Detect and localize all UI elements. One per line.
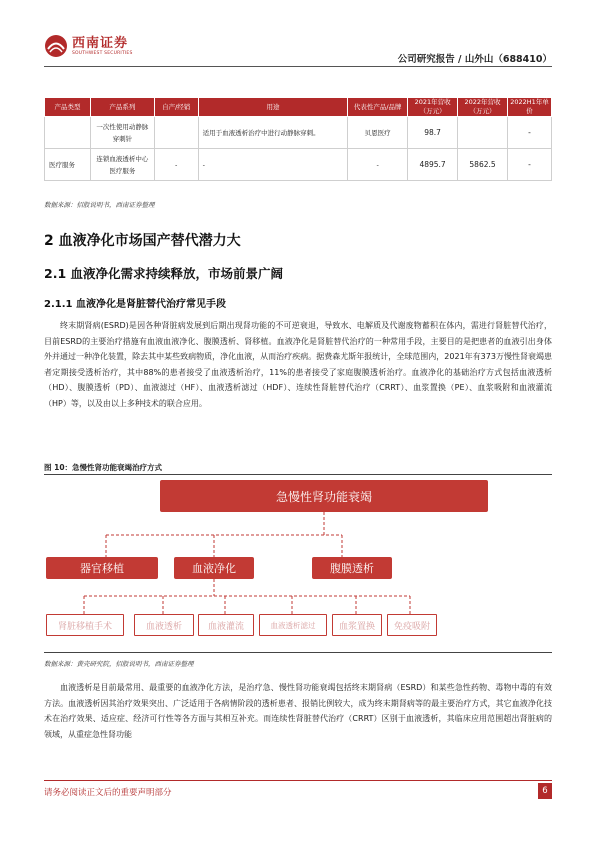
table-cell: 适用于血液透析治疗中进行动静脉穿刺。	[198, 117, 348, 149]
table-cell: -	[508, 117, 552, 149]
table-header-cell: 产品类型	[45, 98, 91, 117]
table-header-cell: 自产/经销	[154, 98, 198, 117]
diagram-node-organ-transplant: 器官移植	[46, 557, 158, 579]
table-cell: 贝恩医疗	[348, 117, 408, 149]
table-header-cell: 2021年营收（万元）	[408, 98, 458, 117]
footer-disclaimer: 请务必阅读正文后的重要声明部分	[44, 788, 172, 798]
table-header-cell: 用途	[198, 98, 348, 117]
table-cell: 连锁血液透析中心医疗服务	[90, 149, 154, 181]
logo-english-name: SOUTHWEST SECURITIES	[72, 50, 133, 56]
figure-bottom-rule	[44, 652, 552, 653]
section-heading-3: 2.1.1 血液净化是肾脏替代治疗常见手段	[44, 299, 226, 310]
diagram-node-peritoneal-dialysis: 腹膜透析	[312, 557, 392, 579]
diagram-leaf-hemoperfusion: 血液灌流	[198, 614, 254, 636]
diagram-leaf-hemodiafiltration: 血液透析滤过	[259, 614, 327, 636]
diagram-leaf-plasma-exchange: 血浆置换	[332, 614, 382, 636]
table-cell: 5862.5	[458, 149, 508, 181]
table-cell: -	[348, 149, 408, 181]
table-cell: 医疗服务	[45, 149, 91, 181]
table-header-cell: 产品系列	[90, 98, 154, 117]
page-number: 6	[538, 783, 552, 799]
table-header-cell: 2022H1年单价	[508, 98, 552, 117]
figure-source-note: 数据来源：黄壳研究院，招股说明书，西南证券整理	[44, 660, 194, 668]
body-paragraph: 终末期肾病(ESRD)是因各种肾脏病发展到后期出现肾功能的不可逆衰退，导致水、电解质及代谢废物蓄积在体内，需进行肾脏替代治疗，目前ESRD的主要治疗措施有血液血液净化、腹膜透析、肾移植。血液净化是肾脏替代治疗的一种常用手段，主要目的是把患者的血液引出身体外并通过一种净化装置，除去其中某些致病物质，净化血液，从而治疗疾病。据费森尤斯年报统计，全球范围内，2021年有373万慢性肾衰竭患者定期接受透析治疗，其中88%的患者接受了血液透析治疗，11%的患者接受了家庭腹膜透析治疗。血液净化的基础治疗方式包括血液透析（HD）、腹膜透析（PD）、血液滤过（HF）、血液透析滤过（HDF）、连续性肾脏替代治疗（CRRT）、血浆置换（PE）、血浆吸附和血液灌流（HP）等，以及由以上多种技术的联合应用。	[44, 321, 552, 408]
table-source-note: 数据来源：招股说明书，西南证券整理	[44, 201, 155, 209]
table-cell: -	[508, 149, 552, 181]
diagram-leaf-hemodialysis: 血液透析	[134, 614, 194, 636]
report-header-title: 公司研究报告 / 山外山（688410）	[397, 54, 552, 65]
table-cell: -	[198, 149, 348, 181]
table-cell: 一次性使用动静脉穿刺针	[90, 117, 154, 149]
diagram-node-blood-purification: 血液净化	[174, 557, 254, 579]
footer-divider	[44, 780, 552, 781]
diagram-leaf-kidney-transplant: 肾脏移植手术	[46, 614, 124, 636]
table-header-cell: 代表性产品/品牌	[348, 98, 408, 117]
table-cell: 4895.7	[408, 149, 458, 181]
section-heading-2: 2.1 血液净化需求持续释放，市场前景广阔	[44, 266, 283, 281]
figure-title: 图 10：急慢性肾功能衰竭治疗方式	[44, 463, 163, 472]
table-header-cell: 2022年营收（万元）	[458, 98, 508, 117]
diagram-root-node: 急慢性肾功能衰竭	[160, 480, 488, 512]
section-heading-1: 2 血液净化市场国产替代潜力大	[44, 233, 241, 249]
table-cell: 98.7	[408, 117, 458, 149]
logo-chinese-name: 西南证券	[72, 35, 129, 51]
table-cell: -	[154, 149, 198, 181]
body-paragraph: 血液透析是目前最常用、最重要的血液净化方法，是治疗急、慢性肾功能衰竭包括终末期肾病（ESRD）和某些急性药物、毒物中毒的有效方法。血液透析因其治疗效果突出、广泛适用于各病情阶段的透析患者、报销比例较大，成为终末期肾病等的最主要治疗方式，其它血液净化技术在治疗效果、适应症、经济可行性等各方面与其相互补充。而连续性肾脏替代治疗（CRRT）区别于血液透析，其临床应用范围超出肾脏病的领域，从重症急性肾功能	[44, 683, 552, 739]
diagram-leaf-immunoadsorption: 免疫吸附	[387, 614, 437, 636]
